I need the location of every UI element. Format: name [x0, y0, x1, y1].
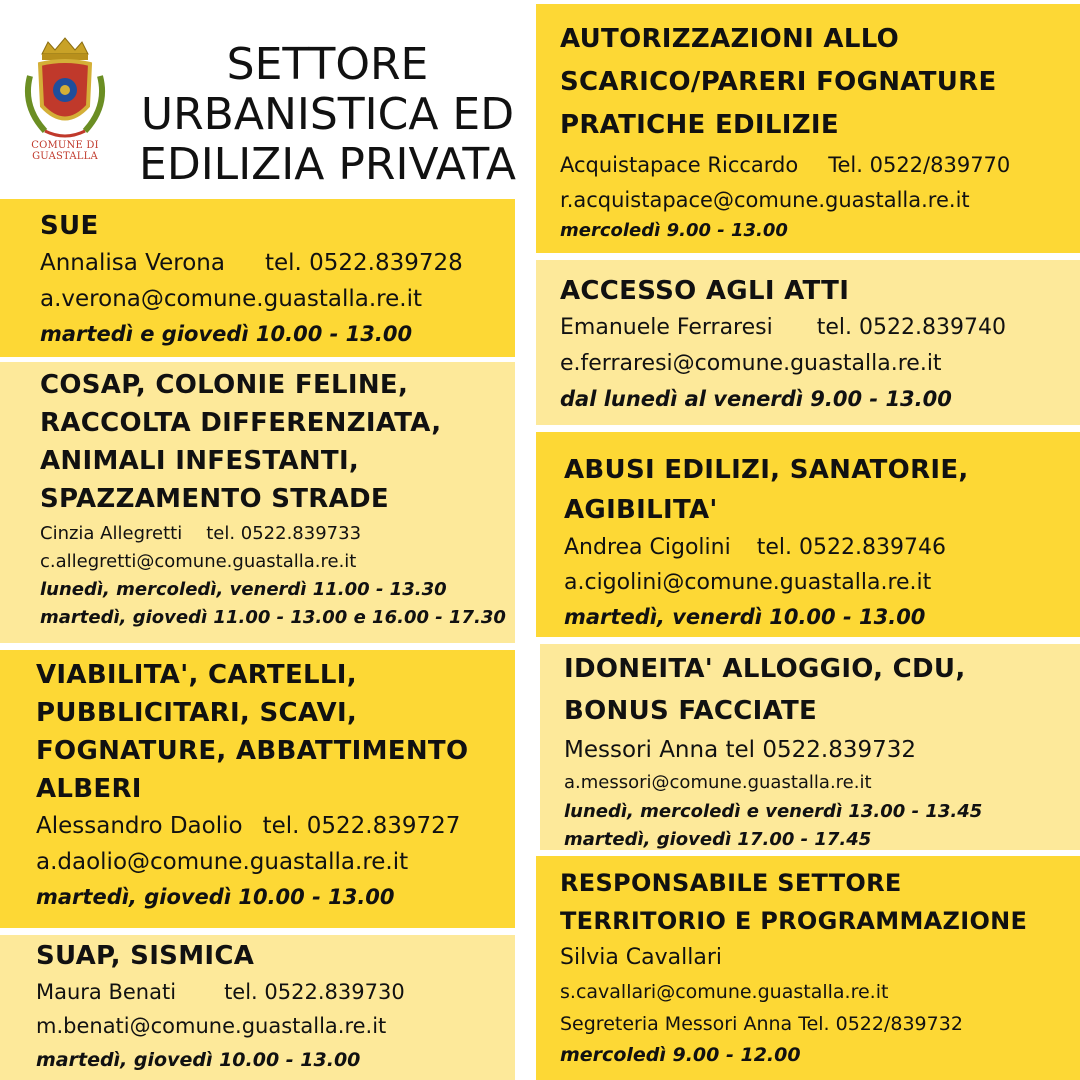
- office-hours: martedì, giovedì 10.00 - 13.00: [36, 1049, 361, 1071]
- card-title: SUE: [40, 211, 99, 241]
- responsabile-card: [536, 856, 1080, 1080]
- abusi-card: [536, 432, 1080, 637]
- contact-name-tel: Messori Anna tel 0522.839732: [564, 737, 916, 763]
- card-title: COSAP, COLONIE FELINE,: [40, 370, 409, 400]
- coat-of-arms-icon: [0, 36, 130, 146]
- contact-email: a.daolio@comune.guastalla.re.it: [36, 849, 409, 875]
- card-title: ALBERI: [36, 774, 142, 804]
- contact-email: e.ferraresi@comune.guastalla.re.it: [560, 351, 942, 376]
- contact-name: Andrea Cigolini: [564, 535, 731, 560]
- contact-email: m.benati@comune.guastalla.re.it: [36, 1014, 387, 1038]
- contact-tel: tel. 0522.839728: [264, 250, 463, 276]
- contact-name: Annalisa Verona: [40, 250, 225, 276]
- suap-card: [0, 935, 515, 1080]
- contact-name: Maura Benati: [36, 980, 177, 1004]
- card-title: SUAP, SISMICA: [36, 941, 255, 971]
- contact-tel: tel. 0522.839740: [816, 315, 1006, 340]
- card-title: AUTORIZZAZIONI ALLO: [560, 24, 900, 54]
- card-title: ABUSI EDILIZI, SANATORIE,: [564, 455, 969, 485]
- office-hours: mercoledì 9.00 - 13.00: [560, 220, 788, 241]
- office-hours: lunedì, mercoledì e venerdì 13.00 - 13.45: [564, 801, 983, 822]
- contact-name: Acquistapace Riccardo: [560, 153, 799, 177]
- page-title: SETTORE URBANISTICA ED EDILIZIA PRIVATA: [139, 39, 516, 190]
- card-title: RESPONSABILE SETTORE: [560, 869, 902, 897]
- contact-email: c.allegretti@comune.guastalla.re.it: [40, 551, 357, 572]
- segreteria-contact: Segreteria Messori Anna Tel. 0522/839732: [560, 1013, 963, 1035]
- contact-name: Silvia Cavallari: [560, 945, 723, 970]
- card-title: PUBBLICITARI, SCAVI,: [36, 698, 358, 728]
- contact-name: Emanuele Ferraresi: [560, 315, 773, 340]
- card-title: IDONEITA' ALLOGGIO, CDU,: [564, 654, 966, 684]
- office-hours: mercoledì 9.00 - 12.00: [560, 1044, 801, 1066]
- contact-email: r.acquistapace@comune.guastalla.re.it: [560, 188, 970, 212]
- idoneita-card: [540, 644, 1080, 850]
- autorizzazioni-card: [536, 4, 1080, 253]
- contact-email: a.messori@comune.guastalla.re.it: [564, 772, 872, 793]
- contact-email: a.cigolini@comune.guastalla.re.it: [564, 570, 932, 595]
- card-title: PRATICHE EDILIZIE: [560, 110, 839, 140]
- card-title: ANIMALI INFESTANTI,: [40, 446, 360, 476]
- office-hours: martedì, giovedì 10.00 - 13.00: [36, 885, 395, 909]
- card-title: TERRITORIO E PROGRAMMAZIONE: [560, 907, 1028, 935]
- contact-email: s.cavallari@comune.guastalla.re.it: [560, 981, 889, 1003]
- card-title: RACCOLTA DIFFERENZIATA,: [40, 408, 442, 438]
- office-hours: dal lunedì al venerdì 9.00 - 13.00: [560, 387, 952, 411]
- card-title: ACCESSO AGLI ATTI: [560, 276, 850, 306]
- office-hours: martedì, giovedì 11.00 - 13.00 e 16.00 - 17.30: [40, 607, 506, 628]
- office-hours: martedì, giovedì 17.00 - 17.45: [564, 829, 872, 850]
- contact-email: a.verona@comune.guastalla.re.it: [40, 286, 422, 312]
- accesso-card: [536, 260, 1080, 425]
- logo-text: COMUNE DI GUASTALLA: [31, 140, 99, 162]
- office-hours: lunedì, mercoledì, venerdì 11.00 - 13.30: [40, 579, 447, 600]
- card-title: BONUS FACCIATE: [564, 696, 818, 726]
- card-title: AGIBILITA': [564, 495, 718, 525]
- comune-logo: [0, 36, 130, 156]
- card-title: VIABILITA', CARTELLI,: [36, 660, 357, 690]
- contact-name: Cinzia Allegretti: [40, 523, 183, 544]
- contact-tel: tel. 0522.839730: [224, 980, 405, 1004]
- cosap-card: [0, 362, 515, 643]
- contact-tel: tel. 0522.839727: [262, 813, 461, 839]
- card-title: SCARICO/PARERI FOGNATURE: [560, 67, 997, 97]
- contact-tel: tel. 0522.839733: [206, 523, 362, 544]
- office-hours: martedì, venerdì 10.00 - 13.00: [564, 605, 926, 629]
- card-title: FOGNATURE, ABBATTIMENTO: [36, 736, 469, 766]
- contact-tel: Tel. 0522/839770: [828, 153, 1011, 177]
- viabilita-card: [0, 650, 515, 928]
- office-hours: martedì e giovedì 10.00 - 13.00: [40, 322, 413, 346]
- sue-card: [0, 199, 515, 357]
- contact-tel: tel. 0522.839746: [756, 535, 946, 560]
- contact-name: Alessandro Daolio: [36, 813, 243, 839]
- card-title: SPAZZAMENTO STRADE: [40, 484, 389, 514]
